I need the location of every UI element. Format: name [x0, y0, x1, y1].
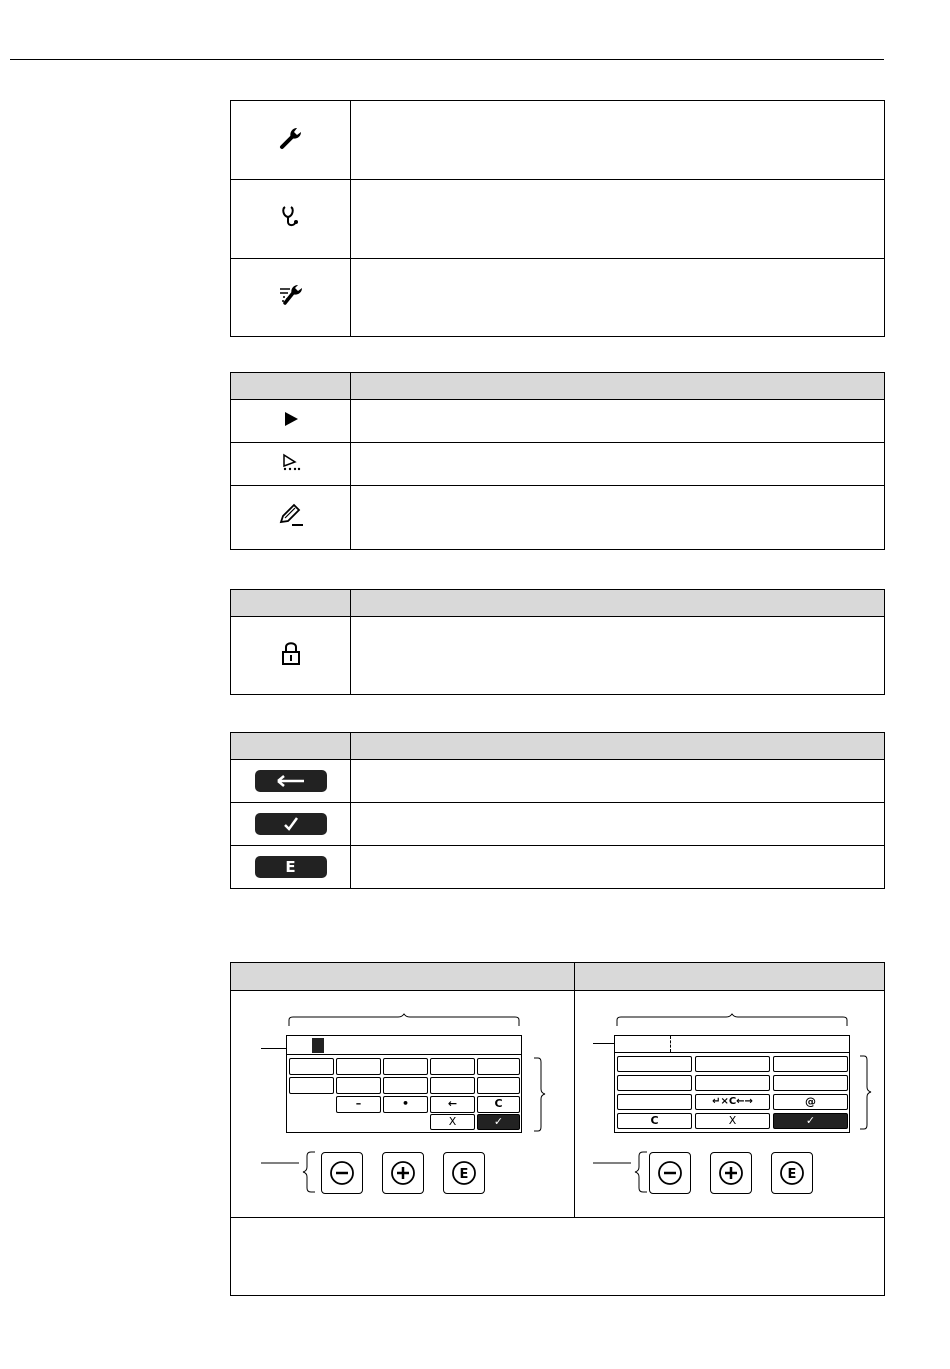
- text-cursor: [670, 1036, 671, 1052]
- header-cell: [351, 733, 885, 760]
- e-circle-icon: [779, 1160, 805, 1186]
- cursor-block: [312, 1038, 324, 1053]
- header-cell: [231, 733, 351, 760]
- enter-button[interactable]: [443, 1152, 485, 1194]
- description-cell: [351, 760, 885, 803]
- table-header-row: [231, 373, 885, 400]
- input-line: [287, 1036, 521, 1055]
- table-row: [231, 400, 885, 443]
- text-key[interactable]: [695, 1056, 770, 1072]
- numeric-key[interactable]: [336, 1077, 381, 1094]
- e-circle-icon: [451, 1160, 477, 1186]
- plus-button[interactable]: [710, 1152, 752, 1194]
- top-brace-icon: [616, 1013, 849, 1027]
- plus-circle-icon: [718, 1160, 744, 1186]
- numeric-key[interactable]: [289, 1077, 334, 1094]
- callout-line: [261, 1048, 288, 1049]
- navigation-icon-table: [230, 100, 885, 337]
- table-header-row: [231, 590, 885, 617]
- plus-circle-icon: [390, 1160, 416, 1186]
- description-cell: [351, 443, 885, 486]
- table-row: [231, 101, 885, 180]
- icon-cell: [231, 617, 351, 695]
- pencil-icon: [277, 502, 305, 528]
- table-row: [231, 1218, 885, 1296]
- header-cell: [351, 590, 885, 617]
- at-sign-key[interactable]: @: [773, 1094, 848, 1110]
- lock-table: [230, 589, 885, 695]
- icon-cell: [231, 846, 351, 889]
- key-table: [230, 732, 885, 889]
- caption-cell: [231, 1218, 885, 1296]
- description-cell: [351, 259, 885, 337]
- table-row: [231, 486, 885, 550]
- table-row: [231, 991, 885, 1218]
- editor-table: [230, 962, 885, 1296]
- enter-button-label: E: [459, 1167, 469, 1182]
- table-row: [231, 443, 885, 486]
- table-header-row: [231, 963, 885, 991]
- confirm-key[interactable]: ✓: [477, 1114, 520, 1130]
- lock-icon: [279, 640, 303, 666]
- numeric-key[interactable]: [289, 1058, 334, 1075]
- header-cell: [231, 373, 351, 400]
- icon-cell: [231, 101, 351, 180]
- text-key[interactable]: [773, 1056, 848, 1072]
- icon-cell: [231, 400, 351, 443]
- numeric-editor-screen: [286, 1035, 522, 1133]
- input-line: [615, 1036, 849, 1053]
- description-cell: [351, 101, 885, 180]
- enter-button-label: E: [787, 1167, 797, 1182]
- numeric-key[interactable]: [430, 1077, 475, 1094]
- back-arrow-key-icon: [255, 770, 327, 792]
- icon-cell: [231, 443, 351, 486]
- cancel-key[interactable]: X: [430, 1114, 475, 1130]
- text-editor-screen: [614, 1035, 850, 1133]
- play-triangle-icon: [282, 410, 300, 428]
- numeric-key[interactable]: [430, 1058, 475, 1075]
- numeric-key[interactable]: [383, 1077, 428, 1094]
- confirm-key[interactable]: ✓: [773, 1113, 848, 1129]
- text-key[interactable]: [695, 1075, 770, 1091]
- numeric-key[interactable]: [336, 1058, 381, 1075]
- minus-circle-icon: [657, 1160, 683, 1186]
- e-key-icon: [255, 856, 327, 878]
- table-row: [231, 760, 885, 803]
- right-brace-icon: [859, 1055, 873, 1130]
- minus-button[interactable]: [321, 1152, 363, 1194]
- header-cell: [231, 590, 351, 617]
- description-cell: [351, 486, 885, 550]
- header-cell: [575, 963, 885, 991]
- symbols-table: [230, 372, 885, 550]
- description-cell: [351, 846, 885, 889]
- text-key[interactable]: [617, 1056, 692, 1072]
- expert-wrench-icon: [277, 281, 305, 309]
- plus-button[interactable]: [382, 1152, 424, 1194]
- text-key[interactable]: [617, 1075, 692, 1091]
- wrench-icon: [278, 125, 304, 151]
- icon-cell: [231, 259, 351, 337]
- check-key-icon: [255, 813, 327, 835]
- numeric-key[interactable]: [477, 1077, 520, 1094]
- e-key-label: E: [285, 858, 296, 876]
- icon-cell: [231, 486, 351, 550]
- icon-cell: [231, 180, 351, 259]
- edit-functions-key[interactable]: ↵×C←→: [695, 1094, 770, 1110]
- stethoscope-icon: [278, 204, 304, 230]
- clear-key[interactable]: C: [617, 1113, 692, 1129]
- cancel-key[interactable]: X: [695, 1113, 770, 1129]
- backspace-key[interactable]: ←: [430, 1096, 475, 1113]
- text-key[interactable]: [617, 1094, 692, 1110]
- description-cell: [351, 617, 885, 695]
- minus-circle-icon: [329, 1160, 355, 1186]
- table-row: [231, 259, 885, 337]
- text-editor-panel: [575, 991, 885, 1218]
- numeric-key[interactable]: [477, 1058, 520, 1075]
- text-key[interactable]: [773, 1075, 848, 1091]
- table-row: [231, 846, 885, 889]
- table-row: [231, 803, 885, 846]
- hw-brace-icon: [261, 1151, 321, 1193]
- icon-cell: [231, 760, 351, 803]
- icon-cell: [231, 803, 351, 846]
- header-cell: [351, 373, 885, 400]
- minus-key[interactable]: –: [336, 1096, 381, 1113]
- right-brace-icon: [533, 1057, 547, 1132]
- table-row: [231, 180, 885, 259]
- dotted-triangle-icon: [281, 453, 301, 471]
- enter-button[interactable]: [771, 1152, 813, 1194]
- description-cell: [351, 400, 885, 443]
- table-header-row: [231, 733, 885, 760]
- header-rule: [10, 59, 884, 60]
- numeric-key[interactable]: [383, 1058, 428, 1075]
- numeric-editor-panel: [231, 991, 575, 1218]
- table-row: [231, 617, 885, 695]
- header-cell: [231, 963, 575, 991]
- top-brace-icon: [288, 1013, 521, 1027]
- description-cell: [351, 803, 885, 846]
- clear-key[interactable]: C: [477, 1096, 520, 1113]
- decimal-key[interactable]: •: [383, 1096, 428, 1113]
- minus-button[interactable]: [649, 1152, 691, 1194]
- description-cell: [351, 180, 885, 259]
- hw-brace-icon: [593, 1151, 651, 1193]
